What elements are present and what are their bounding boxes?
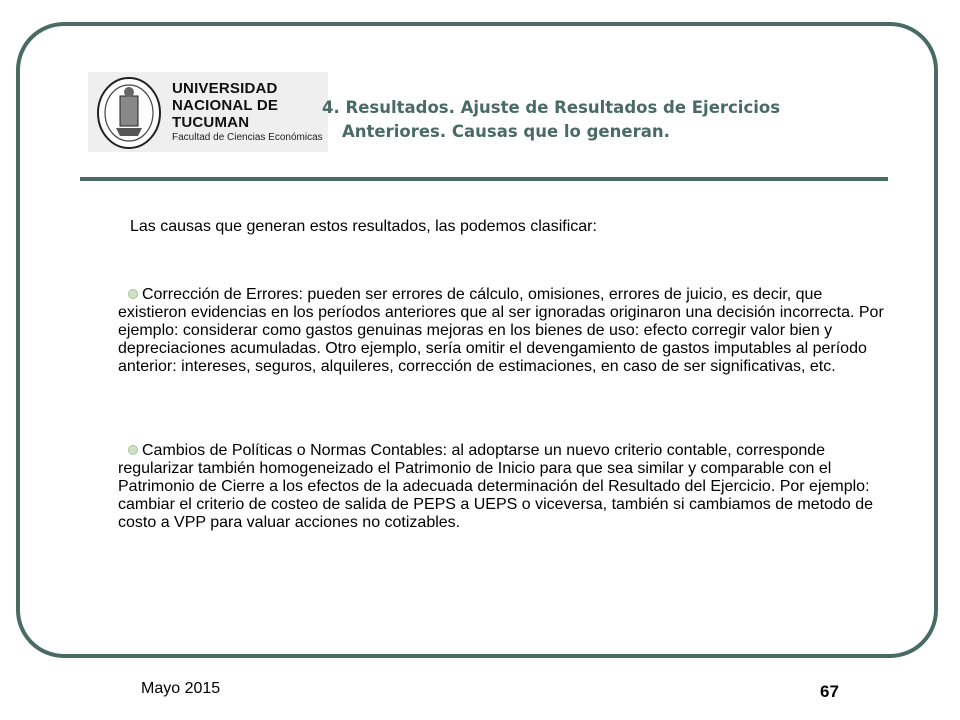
- slide-title: [322, 96, 882, 144]
- paragraph-item: [118, 442, 888, 532]
- intro-text: Las causas que generan estos resultados, las podemos clasificar:: [130, 218, 597, 235]
- page-number: 67: [820, 682, 839, 701]
- footer-date: Mayo 2015: [141, 680, 221, 697]
- university-seal-icon: [96, 76, 162, 150]
- bullet-icon: [128, 289, 138, 299]
- bullet-icon: [128, 445, 138, 455]
- paragraph-text: Corrección de Errores: pueden ser errores de cálculo, omisiones, errores de juicio, es decir, que existieron evidencias en los períodos anteriores que al ser ignoradas originaron una decisión incorrecta. Por ejemplo: considerar como gastos genuinas mejoras en los bienes de uso: efecto corregir valor bien y depreciaciones acumuladas. Otro ejemplo, sería omitir el devengamiento de gastos imputables al período anterior: intereses, seguros, alquileres, corrección de estimaciones, en caso de ser significativas, etc.: [118, 286, 884, 375]
- university-logo: [88, 72, 328, 152]
- logo-line-3: TUCUMAN: [172, 114, 250, 131]
- logo-subtitle: Facultad de Ciencias Económicas: [172, 132, 323, 143]
- logo-line-2: NACIONAL DE: [172, 97, 279, 114]
- title-divider: [80, 177, 888, 181]
- paragraph-item: [118, 286, 888, 376]
- paragraph-text: Cambios de Políticas o Normas Contables: al adoptarse un nuevo criterio contable, corresponde regularizar también homogeneizado el Patrimonio de Inicio para que sea similar y comparable con el Patrimonio de Cierre a los efectos de la adecuada determinación del Resultado del Ejercicio. Por ejemplo: cambiar el criterio de costeo de salida de PEPS a UEPS o viceversa, también si cambiamos de metodo de costo a VPP para valuar acciones no cotizables.: [118, 442, 874, 531]
- slide-title-line-1: 4. Resultados. Ajuste de Resultados de Ejercicios: [322, 98, 781, 117]
- logo-line-1: UNIVERSIDAD: [172, 80, 278, 97]
- slide-title-line-2: Anteriores. Causas que lo generan.: [342, 122, 670, 141]
